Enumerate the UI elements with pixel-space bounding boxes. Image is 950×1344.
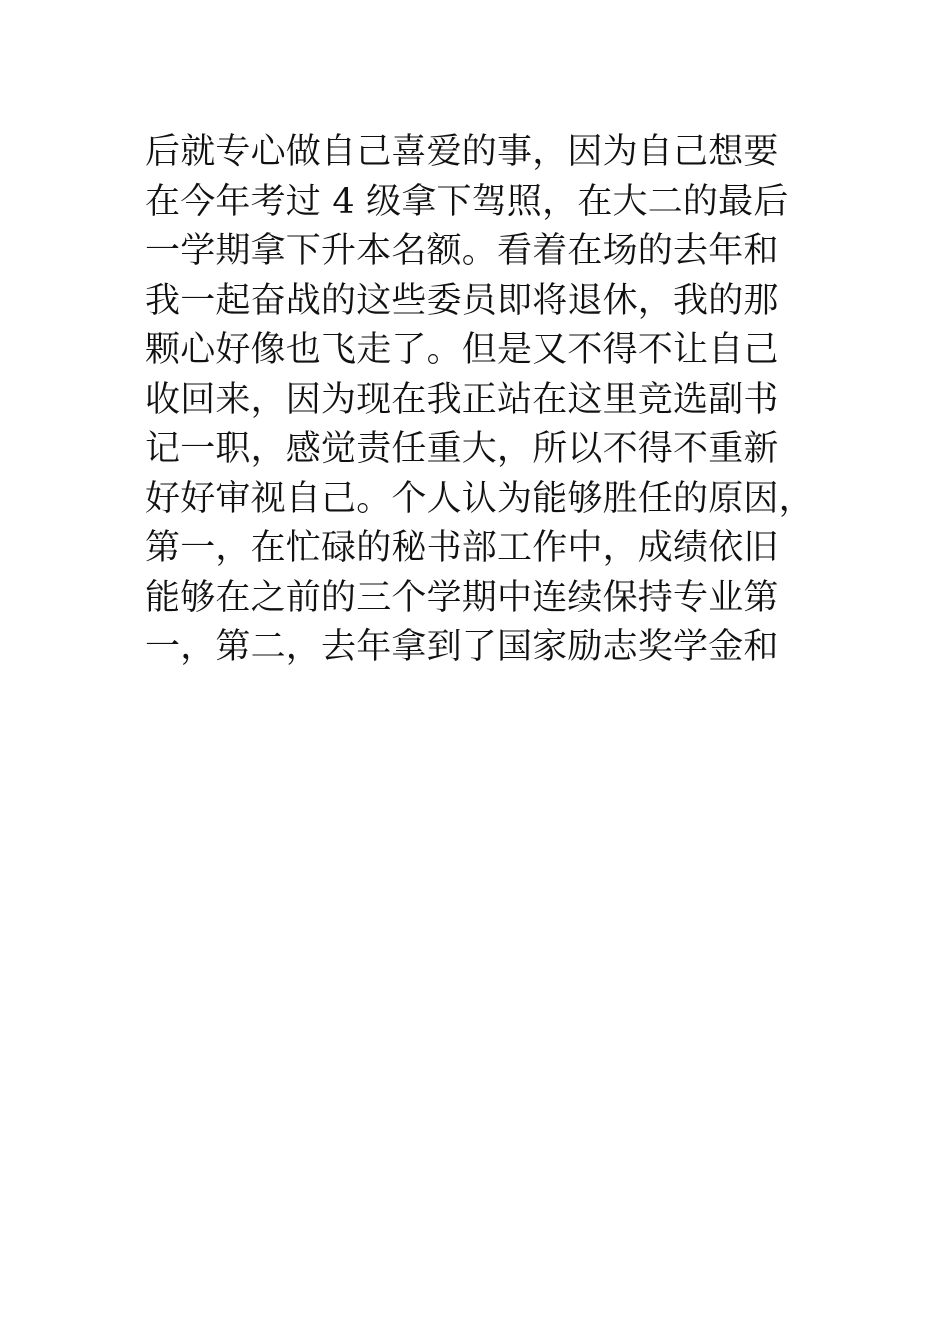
- text-line: 一学期拿下升本名额。看着在场的去年和: [145, 231, 779, 271]
- text-line: 一，第二，去年拿到了国家励志奖学金和: [145, 627, 779, 667]
- text-line: 记一职，感觉责任重大，所以不得不重新: [145, 429, 779, 469]
- text-line: 我一起奋战的这些委员即将退休，我的那: [145, 280, 779, 321]
- text-line: 颗心好像也飞走了。但是又不得不让自己: [145, 330, 779, 370]
- text-line: 第一，在忙碌的秘书部工作中，成绩依旧: [145, 528, 779, 568]
- text-line: 在今年考过 4 级拿下驾照，在大二的最后: [145, 181, 789, 222]
- text-line: 能够在之前的三个学期中连续保持专业第: [145, 577, 779, 618]
- text-line: 收回来，因为现在我正站在这里竞选副书: [145, 379, 779, 420]
- text-line: 后就专心做自己喜爱的事，因为自己想要: [145, 132, 779, 172]
- body-text: [145, 128, 825, 673]
- text-line: 好好审视自己。个人认为能够胜任的原因，: [145, 478, 814, 519]
